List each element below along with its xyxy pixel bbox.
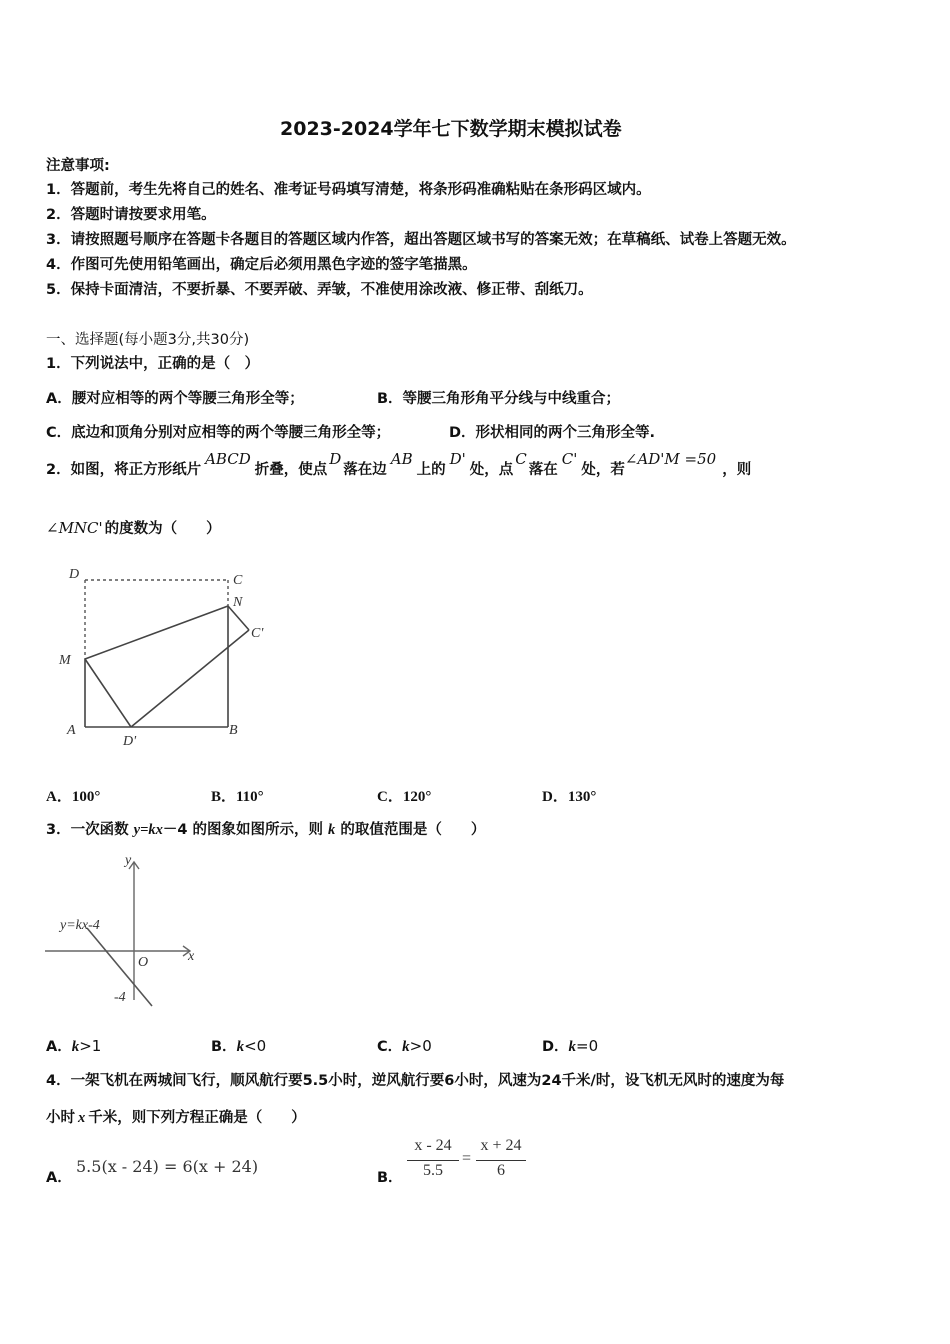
q1-option-d: D．形状相同的两个三角形全等.: [449, 425, 656, 441]
q2-math-d-prime: D': [449, 450, 466, 468]
q1-option-b: B．等腰三角形角平分线与中线重合；: [377, 391, 621, 407]
q3-label-y: y: [125, 853, 132, 868]
q2-math-c-prime: C': [561, 450, 578, 468]
q4-option-b-equation: [407, 1137, 537, 1189]
q2-label-d-prime: D': [123, 734, 137, 749]
q3-label-origin: O: [138, 955, 149, 970]
q2-text-3: 落在边: [343, 462, 387, 478]
q2-stem: [46, 450, 752, 498]
q2-text-7: 处，若: [581, 462, 625, 478]
q2-option-c: C．120°: [377, 789, 432, 805]
q2-text-1: 2．如图，将正方形纸片: [46, 462, 202, 478]
q4-option-b-letter: B．: [377, 1170, 403, 1186]
q3-option-a-rel: >1: [79, 1037, 102, 1055]
q3-label-intercept: -4: [114, 990, 126, 1005]
section-heading: 一、选择题(每小题3分,共30分): [46, 332, 250, 348]
q4-fraction-bar-right: [476, 1160, 526, 1161]
q2-label-c-prime: C': [251, 626, 264, 641]
q2-text-6: 落在: [528, 462, 558, 478]
notice-item-3: 3．请按照题号顺序在答题卡各题目的答题区域内作答，超出答题区域书写的答案无效；在草稿纸、试卷上答题无效。: [46, 232, 796, 248]
q2-text-5: 处，点: [469, 462, 514, 478]
q2-fold-md: [85, 659, 131, 727]
q2-option-a: A．100°: [46, 789, 101, 805]
q4-option-a-letter: A．: [46, 1170, 72, 1186]
q2-label-n: N: [233, 595, 243, 610]
q4-numerator-right: x + 24: [480, 1137, 522, 1154]
q2-text-4: 上的: [416, 462, 446, 478]
q2-math-ab: AB: [390, 450, 413, 468]
notice-item-4: 4．作图可先使用铅笔画出，确定后必须用黑色字迹的签字笔描黑。: [46, 257, 477, 273]
q3-var-k: k: [328, 822, 336, 838]
q4-denominator-left: 5.5: [423, 1162, 443, 1179]
q2-math-angle: ∠AD'M =50: [624, 450, 717, 468]
q2-label-c: C: [233, 573, 243, 588]
q4-denominator-right: 6: [497, 1162, 505, 1179]
q2-option-b: B．110°: [211, 789, 264, 805]
q4-option-a-equation: 5.5(x - 24) = 6(x + 24): [76, 1157, 259, 1176]
q2-stem-line2: [46, 517, 221, 538]
q4-text-2: 千米，则下列方程正确是（ ）: [88, 1110, 306, 1126]
q2-math-abcd: ABCD: [205, 450, 251, 468]
q2-text-9: 的度数为（ ）: [104, 521, 221, 537]
q3-label-function: y=kx-4: [60, 918, 100, 933]
q3-option-c-rel: >0: [409, 1037, 432, 1055]
q3-graph: [40, 850, 210, 1010]
q4-numerator-left: x - 24: [414, 1137, 452, 1154]
q3-option-b-var: k: [236, 1039, 245, 1055]
q2-label-b: B: [229, 723, 238, 738]
q4-text-1: 小时: [46, 1110, 75, 1126]
q3-option-c: [377, 1035, 432, 1056]
q3-text-3: 的取值范围是（ ）: [335, 822, 486, 838]
q3-option-c-var: k: [402, 1039, 410, 1055]
page-title: 2023-2024学年七下数学期末模拟试卷: [280, 118, 622, 140]
q2-math-c: C: [515, 450, 527, 468]
q3-option-a-var: k: [71, 1039, 80, 1055]
q4-fraction-bar-left: [407, 1160, 459, 1161]
q1-option-c: C．底边和顶角分别对应相等的两个等腰三角形全等；: [46, 425, 391, 441]
q3-option-d-var: k: [568, 1039, 577, 1055]
q4-var-x: x: [78, 1110, 86, 1126]
q2-label-m: M: [59, 653, 71, 668]
q3-option-c-letter: C．: [377, 1039, 403, 1055]
q3-option-d-rel: =0: [576, 1037, 599, 1055]
q2-label-d: D: [69, 567, 80, 582]
notice-item-2: 2．答题时请按要求用笔。: [46, 207, 216, 223]
q2-math-d: D: [329, 450, 342, 468]
q2-text-2: 折叠，使点: [254, 462, 328, 478]
notice-heading: 注意事项:: [46, 158, 110, 174]
q2-text-8: ，则: [722, 462, 752, 478]
q3-option-b: [211, 1035, 266, 1056]
q1-stem: 1．下列说法中，正确的是（ ）: [46, 356, 260, 372]
q2-option-d: D．130°: [542, 789, 597, 805]
q3-option-a-letter: A．: [46, 1039, 72, 1055]
q4-stem-line2: [46, 1106, 306, 1127]
q2-figure: [55, 562, 275, 752]
q3-function: y=kx: [133, 822, 163, 838]
q2-fold-dc: [131, 630, 249, 727]
q2-label-a: A: [67, 723, 76, 738]
q3-option-b-rel: <0: [244, 1037, 267, 1055]
notice-item-1: 1．答题前，考生先将自己的姓名、准考证号码填写清楚，将条形码准确粘贴在条形码区域内。: [46, 182, 651, 198]
q4-fraction-right: [476, 1137, 526, 1184]
q2-math-mnc: ∠MNC': [46, 519, 103, 537]
q3-option-a: [46, 1035, 101, 1056]
q3-option-b-letter: B．: [211, 1039, 237, 1055]
q4-fraction-left: [407, 1137, 459, 1184]
q3-text-1: 3．一次函数: [46, 822, 134, 838]
q4-stem-line1: 4．一架飞机在两城间飞行，顺风航行要5.5小时，逆风航行要6小时，风速为24千米/时，设飞机无风时的速度为每: [46, 1073, 785, 1089]
q3-option-d-letter: D．: [542, 1039, 569, 1055]
q4-equals: =: [462, 1150, 472, 1167]
q3-label-x: x: [188, 949, 195, 964]
q3-stem: [46, 818, 485, 839]
q1-option-a: A．腰对应相等的两个等腰三角形全等；: [46, 391, 304, 407]
q3-option-d: [542, 1035, 598, 1056]
q3-text-2: －4 的图象如图所示，则: [162, 822, 329, 838]
q2-fold-mn: [85, 606, 228, 659]
notice-item-5: 5．保持卡面清洁，不要折暴、不要弄破、弄皱，不准使用涂改液、修正带、刮纸刀。: [46, 282, 593, 298]
